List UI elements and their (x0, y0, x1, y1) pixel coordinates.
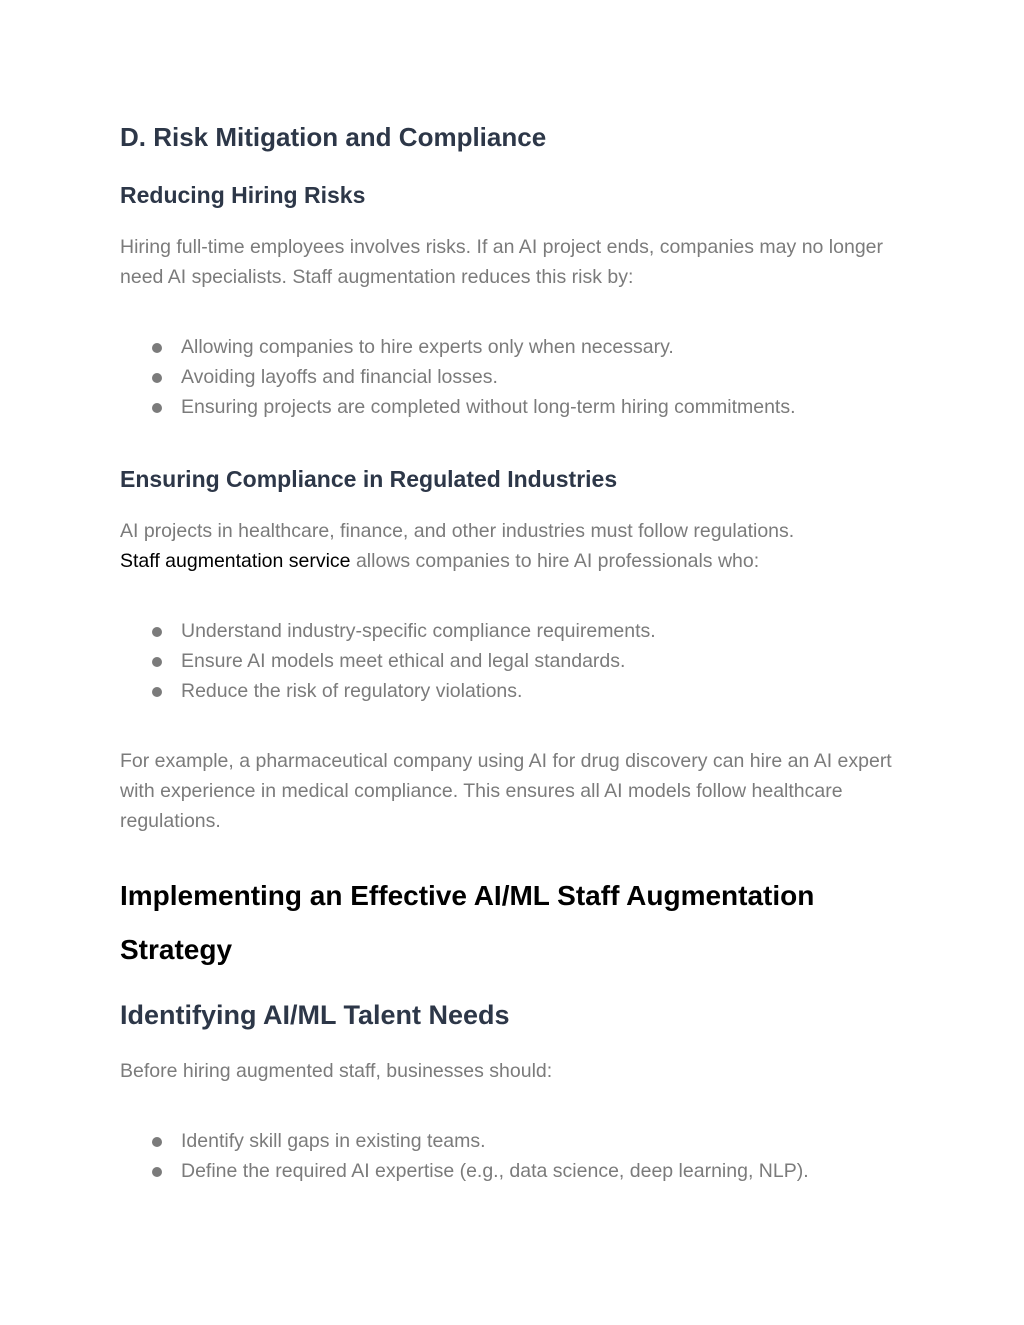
list-item (120, 332, 900, 362)
implementing-title: Implementing an Effective AI/ML Staff Augmentation Strategy (120, 880, 815, 965)
bullet-icon (152, 403, 162, 413)
bullet-icon (152, 1137, 162, 1147)
list-item (120, 1156, 900, 1186)
section-d-title: D. Risk Mitigation and Compliance (120, 122, 547, 152)
compliance-list (120, 616, 900, 706)
bullet-icon (152, 373, 162, 383)
bullet-icon (152, 657, 162, 667)
bullet-icon (152, 627, 162, 637)
list-item (120, 362, 900, 392)
list-item-text: Ensure AI models meet ethical and legal standards. (181, 650, 626, 672)
list-item-text: Ensuring projects are completed without long-term hiring commitments. (181, 396, 796, 418)
list-item-text: Avoiding layoffs and financial losses. (181, 366, 498, 388)
bullet-icon (152, 343, 162, 353)
compliance-example-paragraph: For example, a pharmaceutical company using AI for drug discovery can hire an AI expert with experience in medical compliance. This ensures all AI models follow healthcare regulations. (120, 750, 892, 832)
compliance-heading: Ensuring Compliance in Regulated Industries (120, 466, 618, 492)
list-item-text: Reduce the risk of regulatory violations. (181, 680, 523, 702)
list-item (120, 616, 900, 646)
compliance-paragraph (120, 516, 900, 576)
compliance-paragraph-end: allows companies to hire AI professionals who: (355, 550, 760, 572)
bullet-icon (152, 687, 162, 697)
bullet-icon (152, 1167, 162, 1177)
reducing-risks-list (120, 332, 900, 422)
staff-augmentation-link[interactable]: Staff augmentation service (120, 550, 351, 572)
identifying-needs-list (120, 1126, 900, 1186)
list-item (120, 676, 900, 706)
list-item-text: Identify skill gaps in existing teams. (181, 1130, 486, 1152)
identifying-needs-paragraph: Before hiring augmented staff, businesses should: (120, 1060, 553, 1082)
list-item (120, 1126, 900, 1156)
reducing-risks-paragraph: Hiring full-time employees involves risks. If an AI project ends, companies may no longer need AI specialists. Staff augmentation reduces this risk by: (120, 236, 884, 288)
list-item (120, 392, 900, 422)
reducing-risks-heading: Reducing Hiring Risks (120, 182, 366, 208)
identifying-needs-heading: Identifying AI/ML Talent Needs (120, 1000, 510, 1030)
list-item-text: Understand industry-specific compliance requirements. (181, 620, 656, 642)
list-item-text: Define the required AI expertise (e.g., data science, deep learning, NLP). (181, 1160, 809, 1182)
compliance-paragraph-start: AI projects in healthcare, finance, and other industries must follow regulations. (120, 520, 795, 542)
list-item-text: Allowing companies to hire experts only when necessary. (181, 336, 674, 358)
list-item (120, 646, 900, 676)
